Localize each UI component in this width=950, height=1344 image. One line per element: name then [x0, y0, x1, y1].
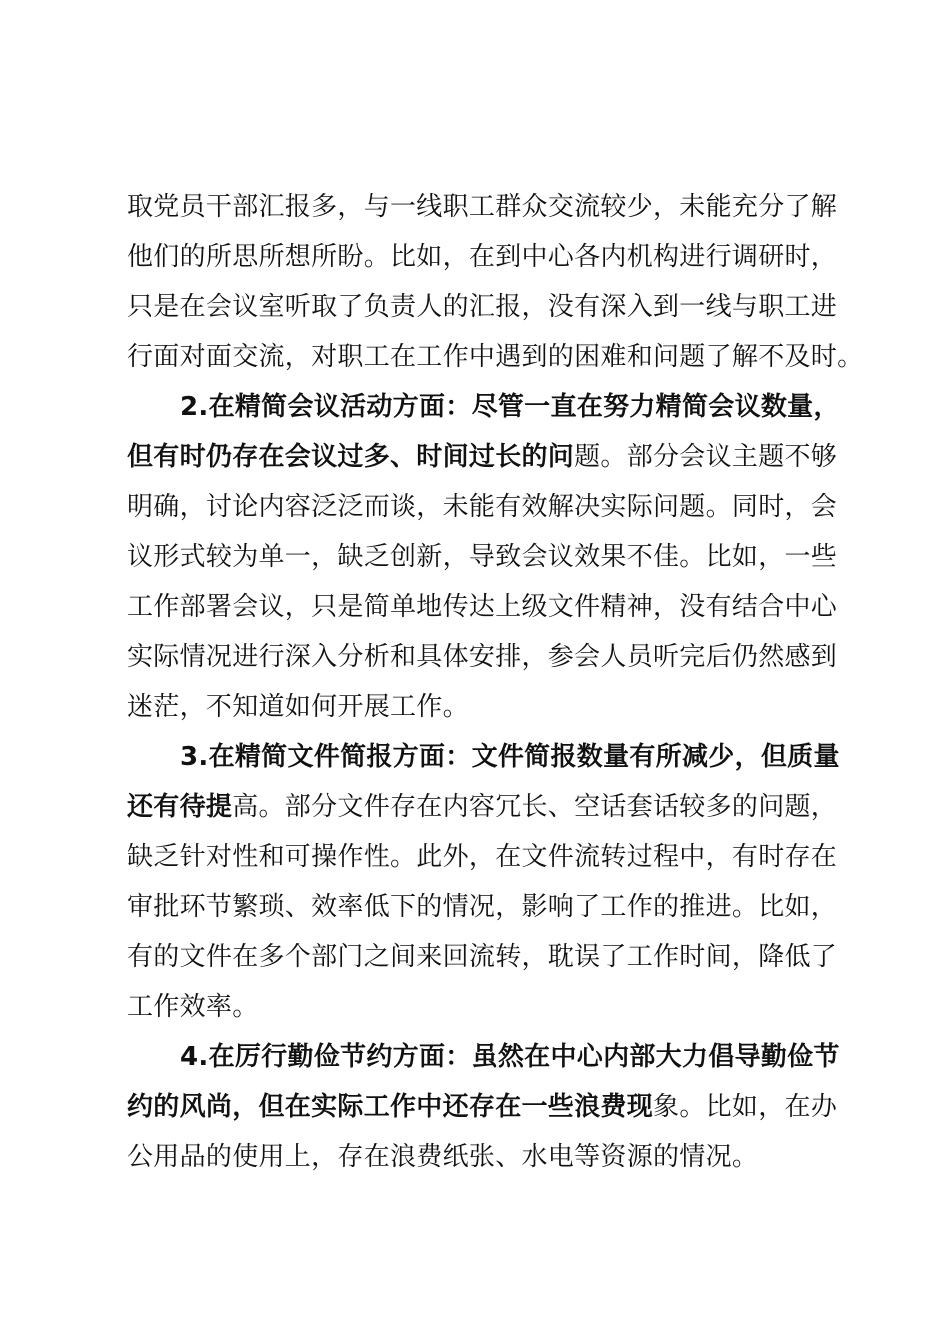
paragraph-documents	[127, 732, 840, 1032]
text-line: 还有待提高。部分文件存在内容冗长、空话套话较多的问题，	[127, 792, 838, 822]
section-heading: 2.在精简会议活动方面：尽管一直在努力精简会议数量，	[180, 392, 840, 422]
paragraph-frugality	[127, 1032, 840, 1182]
text-line: 只是在会议室听取了负责人的汇报，没有深入到一线与职工进	[127, 292, 838, 322]
text-line: 约的风尚，但在实际工作中还存在一些浪费现象。比如，在办	[127, 1092, 838, 1122]
text-line	[127, 382, 840, 432]
text-line	[127, 732, 840, 782]
section-heading-continued: 还有待提	[127, 792, 233, 822]
text-line: 审批环节繁琐、效率低下的情况，影响了工作的推进。比如，	[127, 892, 838, 922]
text-line: 取党员干部汇报多，与一线职工群众交流较少，未能充分了解	[127, 192, 838, 222]
text-line: 迷茫，不知道如何开展工作。	[127, 692, 469, 722]
text-line: 但有时仍存在会议过多、时间过长的问题。部分会议主题不够	[127, 442, 838, 472]
text-line: 他们的所思所想所盼。比如，在到中心各内机构进行调研时，	[127, 242, 838, 272]
text-line: 缺乏针对性和可操作性。此外，在文件流转过程中，有时存在	[127, 842, 838, 872]
text-line: 工作效率。	[127, 992, 259, 1022]
section-heading-continued: 约的风尚，但在实际工作中还存在一些浪费现	[127, 1092, 654, 1122]
section-heading: 4.在厉行勤俭节约方面：虽然在中心内部大力倡导勤俭节	[180, 1042, 840, 1072]
text-line: 工作部署会议，只是简单地传达上级文件精神，没有结合中心	[127, 592, 838, 622]
text-line: 行面对面交流，对职工在工作中遇到的困难和问题了解不及时。	[127, 342, 864, 372]
section-heading: 3.在精简文件简报方面：文件简报数量有所减少，但质量	[180, 742, 840, 772]
text-line: 有的文件在多个部门之间来回流转，耽误了工作时间，降低了	[127, 942, 838, 972]
document-body	[127, 182, 864, 1182]
text-line: 实际情况进行深入分析和具体安排，参会人员听完后仍然感到	[127, 642, 838, 672]
text-line: 明确，讨论内容泛泛而谈，未能有效解决实际问题。同时，会	[127, 492, 838, 522]
text-line: 公用品的使用上，存在浪费纸张、水电等资源的情况。	[127, 1142, 759, 1172]
text-line: 议形式较为单一，缺乏创新，导致会议效果不佳。比如，一些	[127, 542, 838, 572]
paragraph-continuation	[127, 182, 864, 382]
text-line	[127, 1032, 840, 1082]
paragraph-meetings	[127, 382, 840, 732]
section-heading-continued: 但有时仍存在会议过多、时间过长的问	[127, 442, 575, 472]
